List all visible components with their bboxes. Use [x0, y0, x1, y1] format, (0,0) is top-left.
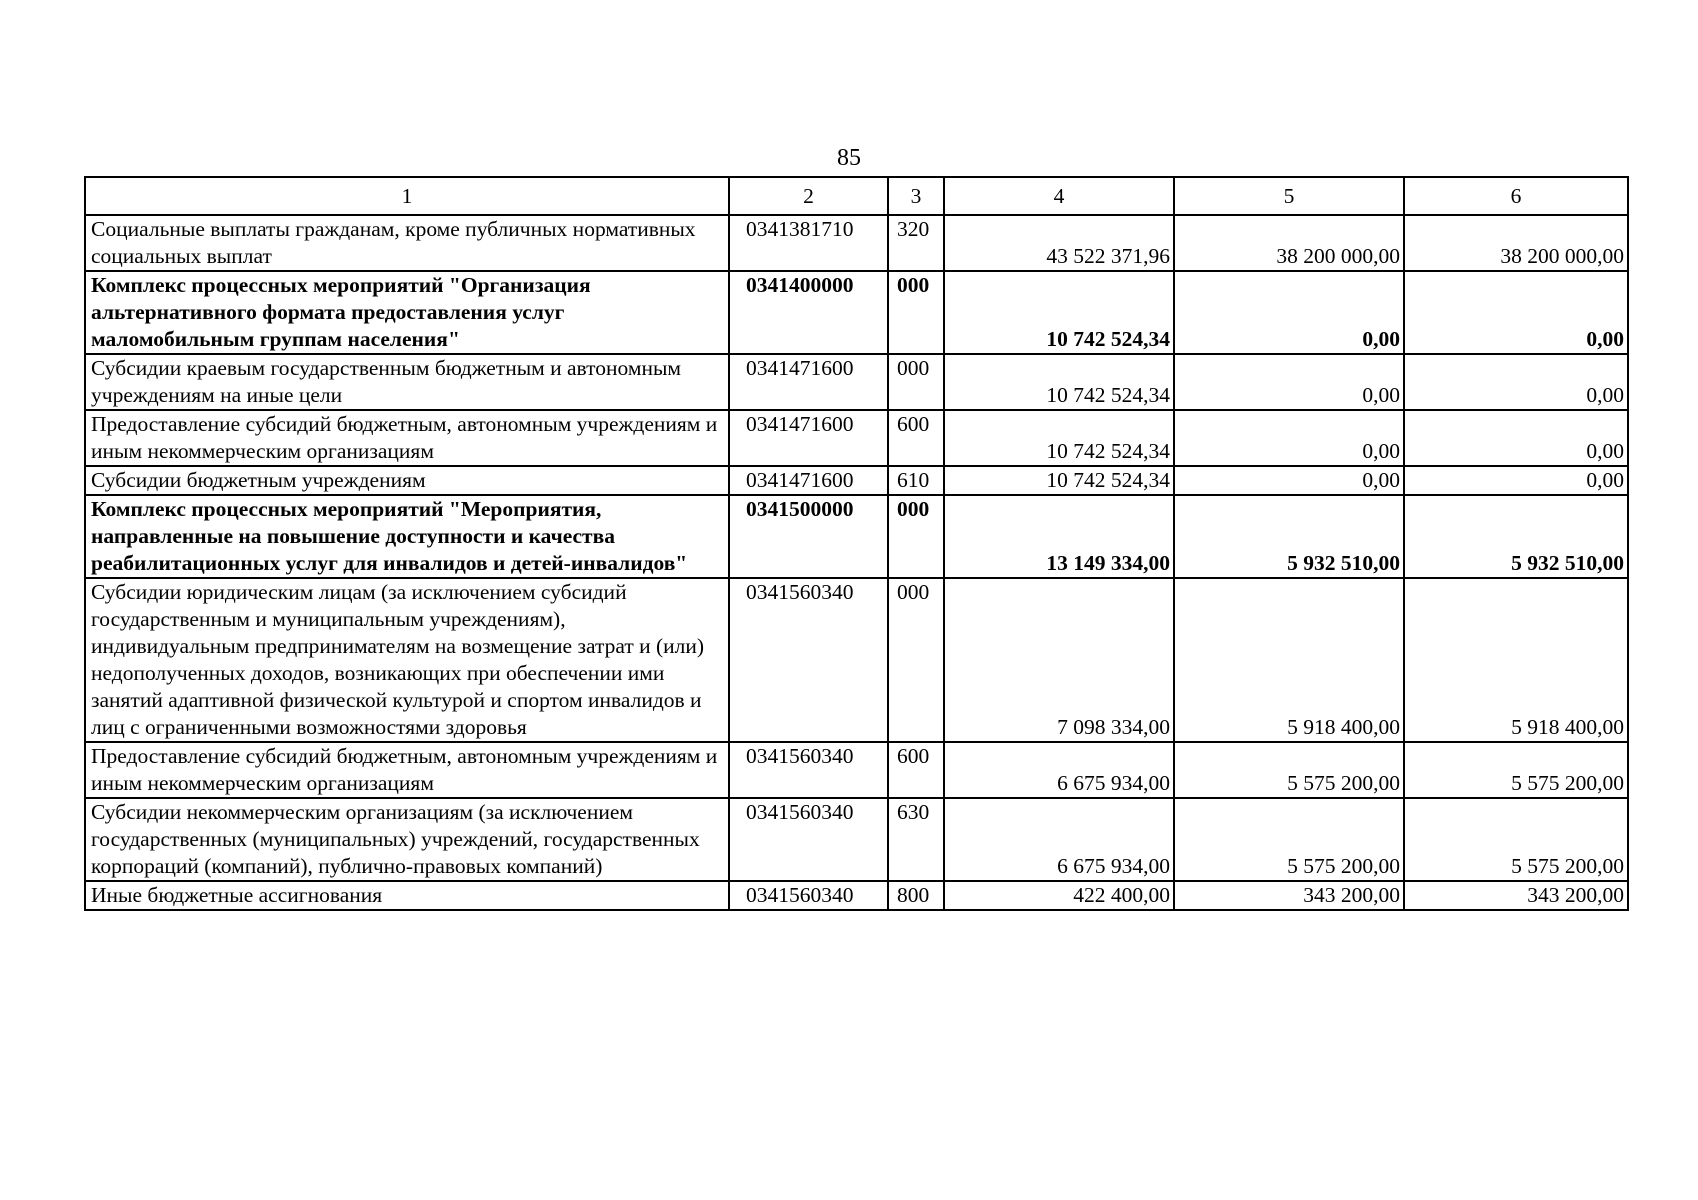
- table-row: [85, 742, 1628, 798]
- row-name: Субсидии юридическим лицам (за исключением субсидий государственным и муниципальным учреждениям), индивидуальным предпринимателям на возмещение затрат и (или) недополученных доходов, возникающих при обеспечении ими занятий адаптивной физической культурой и спортом инвалидов и лиц с ограниченными возможностями здоровья: [85, 578, 729, 742]
- row-value-6: 0,00: [1404, 410, 1628, 466]
- row-value-6: 5 575 200,00: [1404, 798, 1628, 881]
- row-name: Комплекс процессных мероприятий "Организация альтернативного формата предоставления услуг маломобильным группам населения": [85, 271, 729, 354]
- row-value-4: 13 149 334,00: [944, 495, 1174, 578]
- row-value-4: 10 742 524,34: [944, 271, 1174, 354]
- row-value-4: 10 742 524,34: [944, 354, 1174, 410]
- table-row: [85, 466, 1628, 495]
- row-type: 630: [888, 798, 944, 881]
- table-row: [85, 578, 1628, 742]
- row-value-5: 0,00: [1174, 410, 1404, 466]
- row-value-6: 0,00: [1404, 271, 1628, 354]
- row-name: Субсидии бюджетным учреждениям: [85, 466, 729, 495]
- row-name: Иные бюджетные ассигнования: [85, 881, 729, 910]
- row-value-5: 0,00: [1174, 354, 1404, 410]
- row-value-5: 5 918 400,00: [1174, 578, 1404, 742]
- row-value-5: 343 200,00: [1174, 881, 1404, 910]
- row-code: 0341560340: [729, 798, 888, 881]
- row-code: 0341560340: [729, 742, 888, 798]
- row-type: 610: [888, 466, 944, 495]
- row-value-4: 6 675 934,00: [944, 798, 1174, 881]
- row-name: Комплекс процессных мероприятий "Мероприятия, направленные на повышение доступности и качества реабилитационных услуг для инвалидов и детей-инвалидов": [85, 495, 729, 578]
- row-value-4: 10 742 524,34: [944, 466, 1174, 495]
- header-row: [85, 177, 1628, 215]
- row-value-6: 0,00: [1404, 466, 1628, 495]
- row-type: 320: [888, 215, 944, 271]
- column-header-2: 2: [729, 177, 888, 215]
- row-value-5: 0,00: [1174, 466, 1404, 495]
- row-code: 0341400000: [729, 271, 888, 354]
- row-value-5: 5 575 200,00: [1174, 742, 1404, 798]
- table-row: [85, 881, 1628, 910]
- row-value-6: 5 932 510,00: [1404, 495, 1628, 578]
- column-header-4: 4: [944, 177, 1174, 215]
- row-type: 000: [888, 495, 944, 578]
- row-code: 0341471600: [729, 466, 888, 495]
- row-value-6: 38 200 000,00: [1404, 215, 1628, 271]
- row-value-4: 7 098 334,00: [944, 578, 1174, 742]
- row-value-6: 5 918 400,00: [1404, 578, 1628, 742]
- table-row: [85, 495, 1628, 578]
- row-code: 0341471600: [729, 354, 888, 410]
- row-name: Субсидии некоммерческим организациям (за исключением государственных (муниципальных) учреждений, государственных корпораций (компаний), публично-правовых компаний): [85, 798, 729, 881]
- row-type: 000: [888, 578, 944, 742]
- row-type: 600: [888, 410, 944, 466]
- row-type: 000: [888, 271, 944, 354]
- row-type: 800: [888, 881, 944, 910]
- budget-table: [84, 176, 1629, 911]
- row-name: Предоставление субсидий бюджетным, автономным учреждениям и иным некоммерческим организациям: [85, 410, 729, 466]
- table-row: [85, 215, 1628, 271]
- column-header-1: 1: [85, 177, 729, 215]
- table-row: [85, 410, 1628, 466]
- table-row: [85, 271, 1628, 354]
- row-name: Социальные выплаты гражданам, кроме публичных нормативных социальных выплат: [85, 215, 729, 271]
- row-value-5: 5 575 200,00: [1174, 798, 1404, 881]
- row-code: 0341471600: [729, 410, 888, 466]
- column-header-3: 3: [888, 177, 944, 215]
- row-value-4: 422 400,00: [944, 881, 1174, 910]
- row-name: Субсидии краевым государственным бюджетным и автономным учреждениям на иные цели: [85, 354, 729, 410]
- row-type: 600: [888, 742, 944, 798]
- row-value-4: 43 522 371,96: [944, 215, 1174, 271]
- row-code: 0341560340: [729, 578, 888, 742]
- row-value-6: 5 575 200,00: [1404, 742, 1628, 798]
- row-name: Предоставление субсидий бюджетным, автономным учреждениям и иным некоммерческим организациям: [85, 742, 729, 798]
- row-code: 0341500000: [729, 495, 888, 578]
- table-row: [85, 798, 1628, 881]
- row-value-4: 6 675 934,00: [944, 742, 1174, 798]
- table-row: [85, 354, 1628, 410]
- row-code: 0341381710: [729, 215, 888, 271]
- column-header-5: 5: [1174, 177, 1404, 215]
- row-value-4: 10 742 524,34: [944, 410, 1174, 466]
- column-header-6: 6: [1404, 177, 1628, 215]
- page-number: 85: [837, 145, 861, 171]
- row-value-5: 5 932 510,00: [1174, 495, 1404, 578]
- row-value-6: 343 200,00: [1404, 881, 1628, 910]
- row-value-5: 38 200 000,00: [1174, 215, 1404, 271]
- row-type: 000: [888, 354, 944, 410]
- row-code: 0341560340: [729, 881, 888, 910]
- row-value-6: 0,00: [1404, 354, 1628, 410]
- row-value-5: 0,00: [1174, 271, 1404, 354]
